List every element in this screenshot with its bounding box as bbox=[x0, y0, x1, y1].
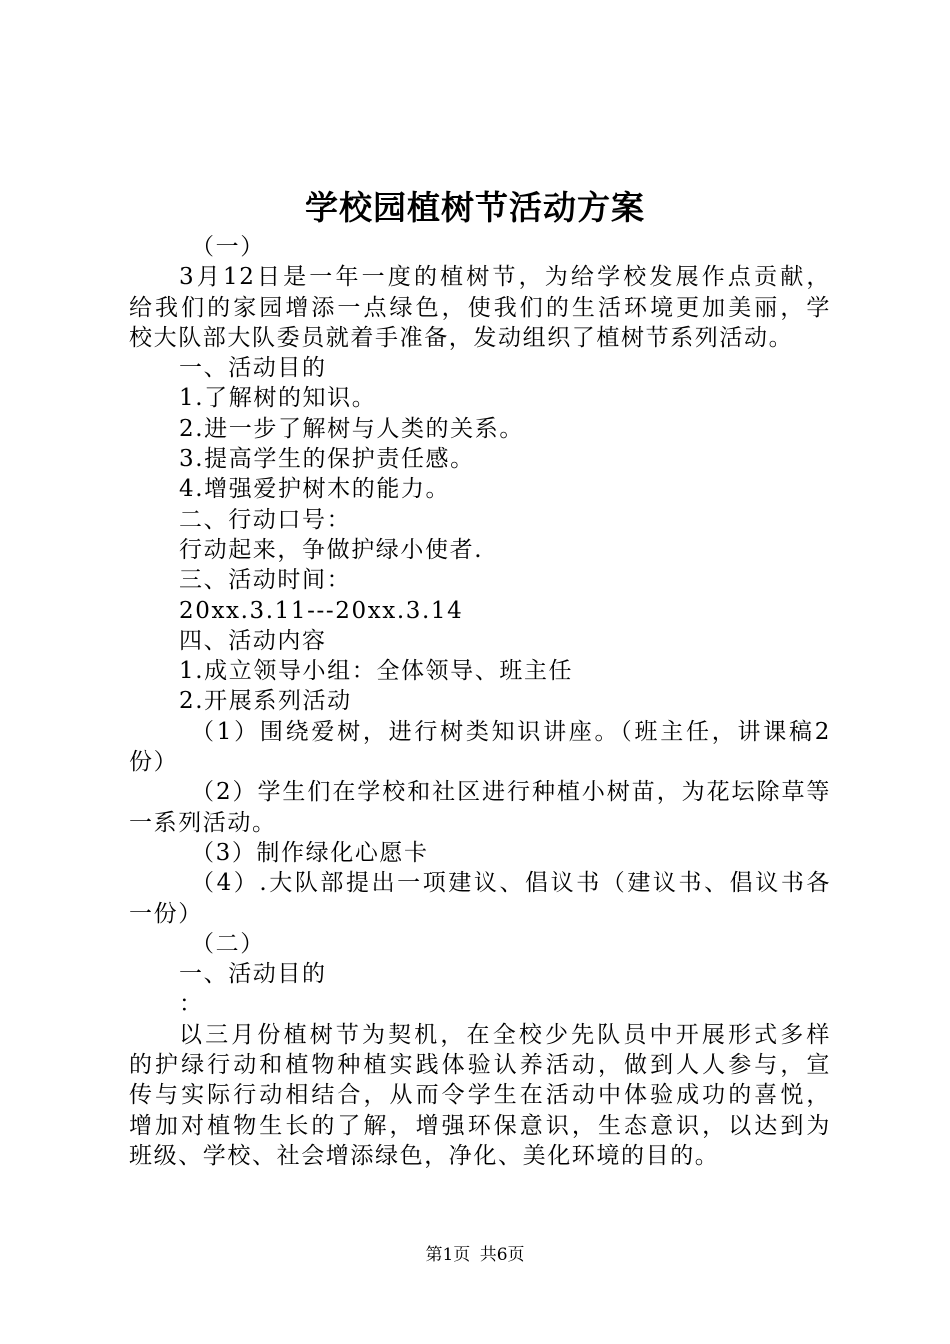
list-item: 2.开展系列活动 bbox=[179, 688, 352, 715]
page-footer bbox=[0, 1244, 950, 1266]
list-item: 3.提高学生的保护责任感。 bbox=[179, 446, 475, 473]
list-item: （3）制作绿化心愿卡 bbox=[191, 839, 429, 866]
paragraph-line: 校大队部大队委员就着手准备，发动组织了植树节系列活动。 bbox=[129, 324, 794, 351]
paragraph-line: 的护绿行动和植物种植实践体验认养活动，做到人人参与，宣 bbox=[129, 1052, 831, 1079]
paragraph-line: ： bbox=[179, 991, 204, 1018]
list-item: （1）围绕爱树，进行树类知识讲座。（班主任，讲课稿2 bbox=[191, 718, 831, 745]
document-body bbox=[129, 232, 831, 1171]
paragraph-line: 行动起来，争做护绿小使者. bbox=[179, 536, 484, 563]
paragraph-line: 增加对植物生长的了解，增强环保意识，生态意识，以达到为 bbox=[129, 1112, 831, 1139]
paragraph-line: 一份） bbox=[129, 900, 203, 927]
paragraph-line: 一系列活动。 bbox=[129, 809, 277, 836]
paragraph-line: 传与实际行动相结合，从而令学生在活动中体验成功的喜悦， bbox=[129, 1082, 831, 1109]
paragraph-line: 份） bbox=[129, 749, 179, 776]
list-item: （4）.大队部提出一项建议、倡议书（建议书、倡议书各 bbox=[191, 870, 831, 897]
section-marker: （二） bbox=[191, 930, 265, 957]
list-item: 1.成立领导小组：全体领导、班主任 bbox=[179, 658, 574, 685]
paragraph-line: 班级、学校、社会增添绿色，净化、美化环境的目的。 bbox=[129, 1142, 720, 1169]
section-heading: 一、活动目的 bbox=[179, 961, 327, 988]
paragraph-line: 3月12日是一年一度的植树节，为给学校发展作点贡献， bbox=[179, 264, 831, 291]
section-marker: （一） bbox=[191, 234, 265, 260]
section-heading: 二、行动口号： bbox=[179, 506, 352, 533]
paragraph-line: 给我们的家园增添一点绿色，使我们的生活环境更加美丽，学 bbox=[129, 294, 831, 321]
page-number: 第1页 bbox=[425, 1245, 471, 1265]
page-total: 共6页 bbox=[479, 1245, 525, 1265]
list-item: 2.进一步了解树与人类的关系。 bbox=[179, 415, 524, 442]
document-title: 学校园植树节活动方案 bbox=[305, 188, 645, 227]
section-heading: 四、活动内容 bbox=[179, 627, 327, 654]
section-heading: 三、活动时间： bbox=[179, 567, 352, 594]
paragraph-line: 以三月份植树节为契机，在全校少先队员中开展形式多样 bbox=[179, 1021, 831, 1048]
list-item: 1.了解树的知识。 bbox=[179, 385, 377, 412]
section-heading: 一、活动目的 bbox=[179, 355, 327, 382]
paragraph-line: 20xx.3.11---20xx.3.14 bbox=[179, 597, 464, 624]
list-item: 4.增强爱护树木的能力。 bbox=[179, 476, 451, 503]
list-item: （2）学生们在学校和社区进行种植小树苗，为花坛除草等 bbox=[191, 779, 831, 806]
